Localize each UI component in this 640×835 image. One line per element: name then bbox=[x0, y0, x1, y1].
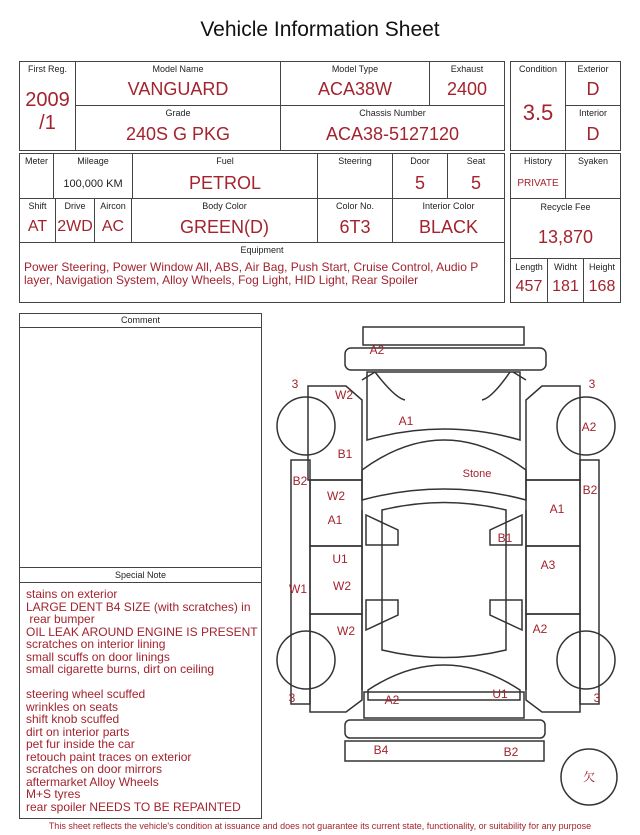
mark-windshield: Stone bbox=[462, 468, 492, 480]
model-type-cell bbox=[280, 61, 430, 106]
model-type: ACA38W bbox=[317, 79, 393, 99]
special-note-line: M+S tyres bbox=[26, 787, 81, 801]
chassis-value: ACA38-5127120 bbox=[325, 124, 460, 144]
special-note-line: LARGE DENT B4 SIZE (with scratches) in bbox=[26, 599, 251, 614]
special-note-line: shift knob scuffed bbox=[26, 712, 120, 726]
mark-front-left-door-a: A1 bbox=[327, 513, 343, 527]
special-note-line: wrinkles on seats bbox=[26, 699, 119, 714]
mark-left-side-upper: B2 bbox=[292, 474, 308, 488]
mark-rear-left-wheel: 3 bbox=[288, 691, 296, 705]
seat-label: Seat bbox=[466, 156, 486, 166]
mark-hood: A1 bbox=[398, 414, 414, 428]
shift-value: AT bbox=[27, 218, 48, 235]
chassis-label: Chassis Number bbox=[359, 108, 426, 118]
exhaust-value: 2400 bbox=[446, 79, 488, 99]
drive-value: 2WD bbox=[57, 218, 93, 235]
first-reg-cell bbox=[19, 61, 76, 151]
aircon-value: AC bbox=[101, 218, 125, 235]
special-note-line: pet fur inside the car bbox=[26, 737, 135, 751]
fuel-label: Fuel bbox=[216, 156, 234, 166]
mark-front-left-fender: W2 bbox=[335, 388, 353, 402]
special-notes-list bbox=[26, 588, 259, 813]
seat-value: 5 bbox=[470, 173, 481, 193]
special-note-line: aftermarket Alloy Wheels bbox=[26, 774, 159, 789]
door-cell bbox=[392, 153, 448, 199]
height-cell bbox=[583, 258, 621, 303]
equipment-label: Equipment bbox=[240, 245, 284, 255]
mileage-cell bbox=[53, 153, 133, 199]
aircon-cell bbox=[94, 198, 132, 243]
mark-left-side-lower: W1 bbox=[289, 582, 307, 596]
interior-color-cell bbox=[392, 198, 505, 243]
recycle-fee-value: 13,870 bbox=[537, 227, 594, 247]
fuel-cell bbox=[132, 153, 318, 199]
front-bumper-shape bbox=[363, 327, 524, 345]
mileage-label: Mileage bbox=[77, 156, 109, 166]
mark-front-left-door-w: W2 bbox=[327, 489, 345, 503]
mark-rear-right-wheel: 3 bbox=[593, 691, 601, 705]
mark-spare: 欠 bbox=[582, 770, 596, 784]
exhaust-label: Exhaust bbox=[450, 64, 484, 74]
mark-rear-left-door-u: U1 bbox=[332, 552, 348, 566]
front-left-wheel-shape bbox=[277, 397, 335, 455]
mark-front-right-wheel-num: 3 bbox=[588, 377, 596, 391]
interior-color-value: BLACK bbox=[418, 217, 479, 237]
special-note-line: rear spoiler NEEDS TO BE REPAINTED bbox=[26, 799, 241, 814]
steering-label: Steering bbox=[338, 156, 372, 166]
shift-label: Shift bbox=[28, 201, 47, 211]
model-name-cell bbox=[75, 61, 281, 106]
condition-label: Condition bbox=[518, 64, 558, 74]
chassis-cell bbox=[280, 105, 505, 151]
mark-front-right-door: A1 bbox=[549, 502, 565, 516]
exterior-label: Exterior bbox=[577, 64, 609, 74]
mark-right-side-upper: B2 bbox=[582, 483, 598, 497]
shift-cell bbox=[19, 198, 56, 243]
history-label: History bbox=[523, 156, 552, 166]
rear-left-wheel-shape bbox=[277, 631, 335, 689]
condition-score: 3.5 bbox=[522, 100, 554, 125]
color-no-label: Color No. bbox=[335, 201, 374, 211]
model-type-label: Model Type bbox=[331, 64, 379, 74]
syaken-label: Syaken bbox=[577, 156, 609, 166]
comment-panel bbox=[19, 313, 262, 819]
width-cell bbox=[547, 258, 584, 303]
hood-lines bbox=[375, 372, 510, 400]
exhaust-cell bbox=[429, 61, 505, 106]
mark-front-left-fender-lower: B1 bbox=[337, 447, 353, 461]
mark-right-pillar: B1 bbox=[497, 531, 513, 545]
body-color-cell bbox=[131, 198, 318, 243]
length-value: 457 bbox=[515, 278, 543, 295]
first-reg-month: /1 bbox=[39, 112, 56, 134]
windshield-shape bbox=[362, 440, 526, 500]
width-value: 181 bbox=[552, 278, 579, 295]
height-label: Height bbox=[588, 262, 615, 272]
equipment-text bbox=[24, 261, 478, 287]
mirror-lines bbox=[362, 372, 526, 380]
syaken-cell bbox=[565, 153, 621, 199]
grade-cell bbox=[75, 105, 281, 151]
equipment-cell bbox=[19, 242, 505, 303]
special-note-label: Special Note bbox=[20, 567, 261, 583]
mark-front-bumper: A2 bbox=[369, 343, 385, 357]
exterior-cell bbox=[565, 61, 621, 106]
drive-cell bbox=[55, 198, 95, 243]
first-reg-label: First Reg. bbox=[27, 64, 67, 74]
aircon-label: Aircon bbox=[100, 201, 126, 211]
special-note-line: OIL LEAK AROUND ENGINE IS PRESENT bbox=[26, 624, 258, 639]
mark-front-right-wheel: A2 bbox=[581, 420, 597, 434]
special-note-line: dirt on interior parts bbox=[26, 724, 130, 739]
color-no-value: 6T3 bbox=[339, 217, 371, 237]
width-label: Widht bbox=[553, 262, 577, 272]
special-note-line: small scuffs on door linings bbox=[26, 649, 170, 664]
rear-right-wheel-shape bbox=[557, 631, 615, 689]
hood-shape bbox=[367, 372, 520, 440]
fuel-value: PETROL bbox=[188, 173, 262, 193]
model-name: VANGUARD bbox=[127, 79, 229, 99]
special-note-line: small cigarette burns, dirt on ceiling bbox=[26, 662, 215, 676]
history-value: PRIVATE bbox=[517, 178, 559, 189]
rear-right-door-shape bbox=[526, 546, 580, 614]
mark-front-left-wheel: 3 bbox=[291, 377, 299, 391]
special-note-line: steering wheel scuffed bbox=[26, 687, 146, 701]
condition-cell bbox=[510, 61, 566, 151]
page-title: Vehicle Information Sheet bbox=[200, 18, 440, 41]
mark-rear-right-door: A3 bbox=[540, 558, 556, 572]
model-name-label: Model Name bbox=[152, 64, 204, 74]
door-label: Door bbox=[410, 156, 430, 166]
special-note-line: stains on exterior bbox=[26, 587, 118, 601]
steering-cell bbox=[317, 153, 393, 199]
recycle-fee-label: Recycle Fee bbox=[540, 202, 591, 212]
meter-label: Meter bbox=[24, 156, 48, 166]
special-note-line: retouch paint traces on exterior bbox=[26, 749, 192, 764]
car-damage-diagram bbox=[270, 318, 622, 818]
first-reg-year: 2009 bbox=[25, 89, 70, 111]
interior-cell bbox=[565, 105, 621, 151]
mark-rear-right-fender: A2 bbox=[532, 622, 548, 636]
length-cell bbox=[510, 258, 548, 303]
height-value: 168 bbox=[588, 278, 616, 295]
mark-rear-bumper-right: B2 bbox=[503, 745, 519, 759]
footer-disclaimer: This sheet reflects the vehicle's condition at issuance and does not guarantee its current state, functionality, or suitability for any purpose bbox=[48, 821, 592, 831]
mark-trunk-right: U1 bbox=[492, 687, 508, 701]
recycle-fee-cell bbox=[510, 198, 621, 259]
body-color-label: Body Color bbox=[202, 201, 247, 211]
exterior-grade: D bbox=[586, 79, 600, 99]
mark-rear-bumper-left: B4 bbox=[373, 743, 389, 757]
interior-label: Interior bbox=[578, 108, 607, 118]
grade-label: Grade bbox=[165, 108, 191, 118]
length-label: Length bbox=[515, 262, 543, 272]
special-note-line: scratches on door mirrors bbox=[26, 762, 163, 776]
mileage-value: 100,000 KM bbox=[63, 178, 123, 190]
special-note-line: scratches on interior lining bbox=[26, 637, 166, 651]
comment-label: Comment bbox=[20, 314, 261, 328]
equipment-line-1: Power Steering, Power Window All, ABS, Air Bag, Push Start, Cruise Control, Audio P bbox=[24, 260, 479, 274]
drive-label: Drive bbox=[64, 201, 86, 211]
mark-rear-left-door-w: W2 bbox=[333, 579, 351, 593]
equipment-line-2: layer, Navigation System, Alloy Wheels, Fog Light, HID Light, Rear Spoiler bbox=[24, 273, 419, 287]
color-no-cell bbox=[317, 198, 393, 243]
meter-cell bbox=[19, 153, 54, 199]
mark-rear-left-fender: W2 bbox=[337, 624, 355, 638]
seat-cell bbox=[447, 153, 505, 199]
rear-panel-shape bbox=[345, 720, 545, 738]
body-color-value: GREEN(D) bbox=[180, 217, 269, 237]
roof-shape bbox=[382, 503, 506, 658]
interior-color-label: Interior Color bbox=[422, 201, 475, 211]
mark-trunk-left: A2 bbox=[384, 693, 400, 707]
history-cell bbox=[510, 153, 566, 199]
door-value: 5 bbox=[414, 173, 425, 193]
special-note-line: rear bumper bbox=[26, 612, 95, 626]
grade-value: 240S G PKG bbox=[125, 124, 231, 144]
interior-grade: D bbox=[586, 124, 600, 144]
